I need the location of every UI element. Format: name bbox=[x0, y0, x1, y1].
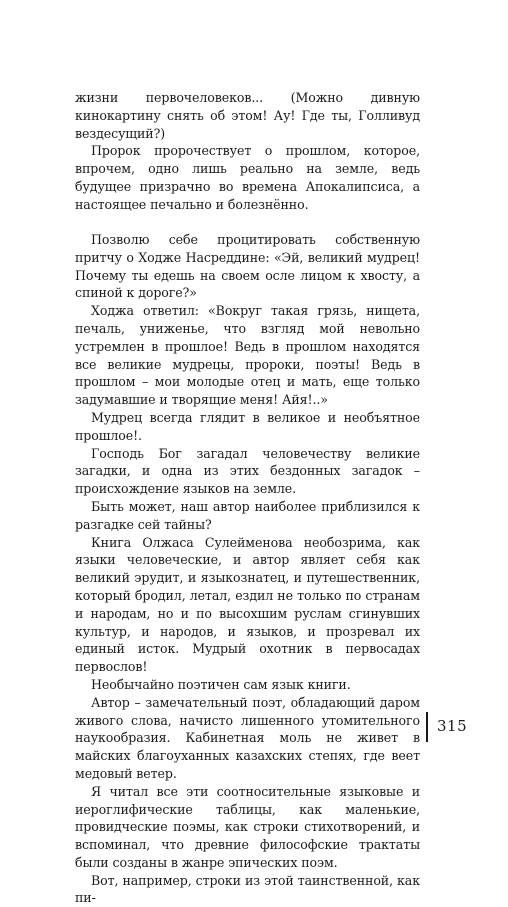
paragraph: Вот, например, строки из этой таинственной, как пи- bbox=[75, 872, 420, 906]
paragraph: Мудрец всегда глядит в великое и необъятное прошлое!. bbox=[75, 409, 420, 443]
paragraph: Быть может, наш автор наиболее приблизился к разгадке сей тайны? bbox=[75, 498, 420, 532]
paragraph: Необычайно поэтичен сам язык книги. bbox=[91, 676, 351, 692]
top-text-section bbox=[75, 89, 420, 214]
page-number: 315 bbox=[437, 717, 468, 735]
paragraph: жизни первочеловеков... (Можно дивную кинокартину снять об этом! Ау! Где ты, Голливуд вездесущий?) bbox=[75, 90, 420, 141]
paragraph: Ходжа ответил: «Вокруг такая грязь, нищета, печаль, униженье, что взгляд мой невольно устремлен в прошлое! Ведь в прошлом находятся все великие мудрецы, пророки, поэты! Ведь в прошлом – мои молодые отец и мать, еще только задумавшие и творящие меня! Айя!..» bbox=[75, 303, 420, 408]
main-text-section bbox=[75, 231, 420, 907]
paragraph: Я читал все эти соотносительные языковые и иероглифические таблицы, как маленькие, провидческие поэмы, как строки стихотворений, и вспоминал, что древние философские трактаты были созданы в жанре эпических поэм. bbox=[75, 783, 420, 870]
paragraph: Пророк пророчествует о прошлом, которое, впрочем, одно лишь реально на земле, ведь будущее призрачно во времена Апокалипсиса, а настоящее печально и болезнённо. bbox=[75, 143, 420, 212]
paragraph: Позволю себе процитировать собственную притчу о Ходже Насреддине: «Эй, великий мудрец! Почему ты едешь на своем осле лицом к хвосту, а спиной к дороге?» bbox=[75, 232, 420, 301]
paragraph: Господь Бог загадал человечеству великие загадки, и одна из этих бездонных загадок – происхождение языков на земле. bbox=[75, 445, 420, 497]
page-number-rule bbox=[426, 712, 428, 742]
paragraph: Книга Олжаса Сулейменова необозрима, как языки человеческие, и автор являет себя как великий эрудит, и языкознатец, и путешественник, который бродил, летал, ездил не только по странам и народам, но и по высохшим руслам сгинувших культур, и народов, и языков, и прозревал их единый исток. Мудрый охотник в первосадах первослов! bbox=[75, 534, 420, 675]
paragraph: Автор – замечательный поэт, обладающий даром живого слова, начисто лишенного утомительного наукообразия. Кабинетная моль не живет в майских благоуханных казахских степях, где веет медовый ветер. bbox=[75, 694, 420, 781]
